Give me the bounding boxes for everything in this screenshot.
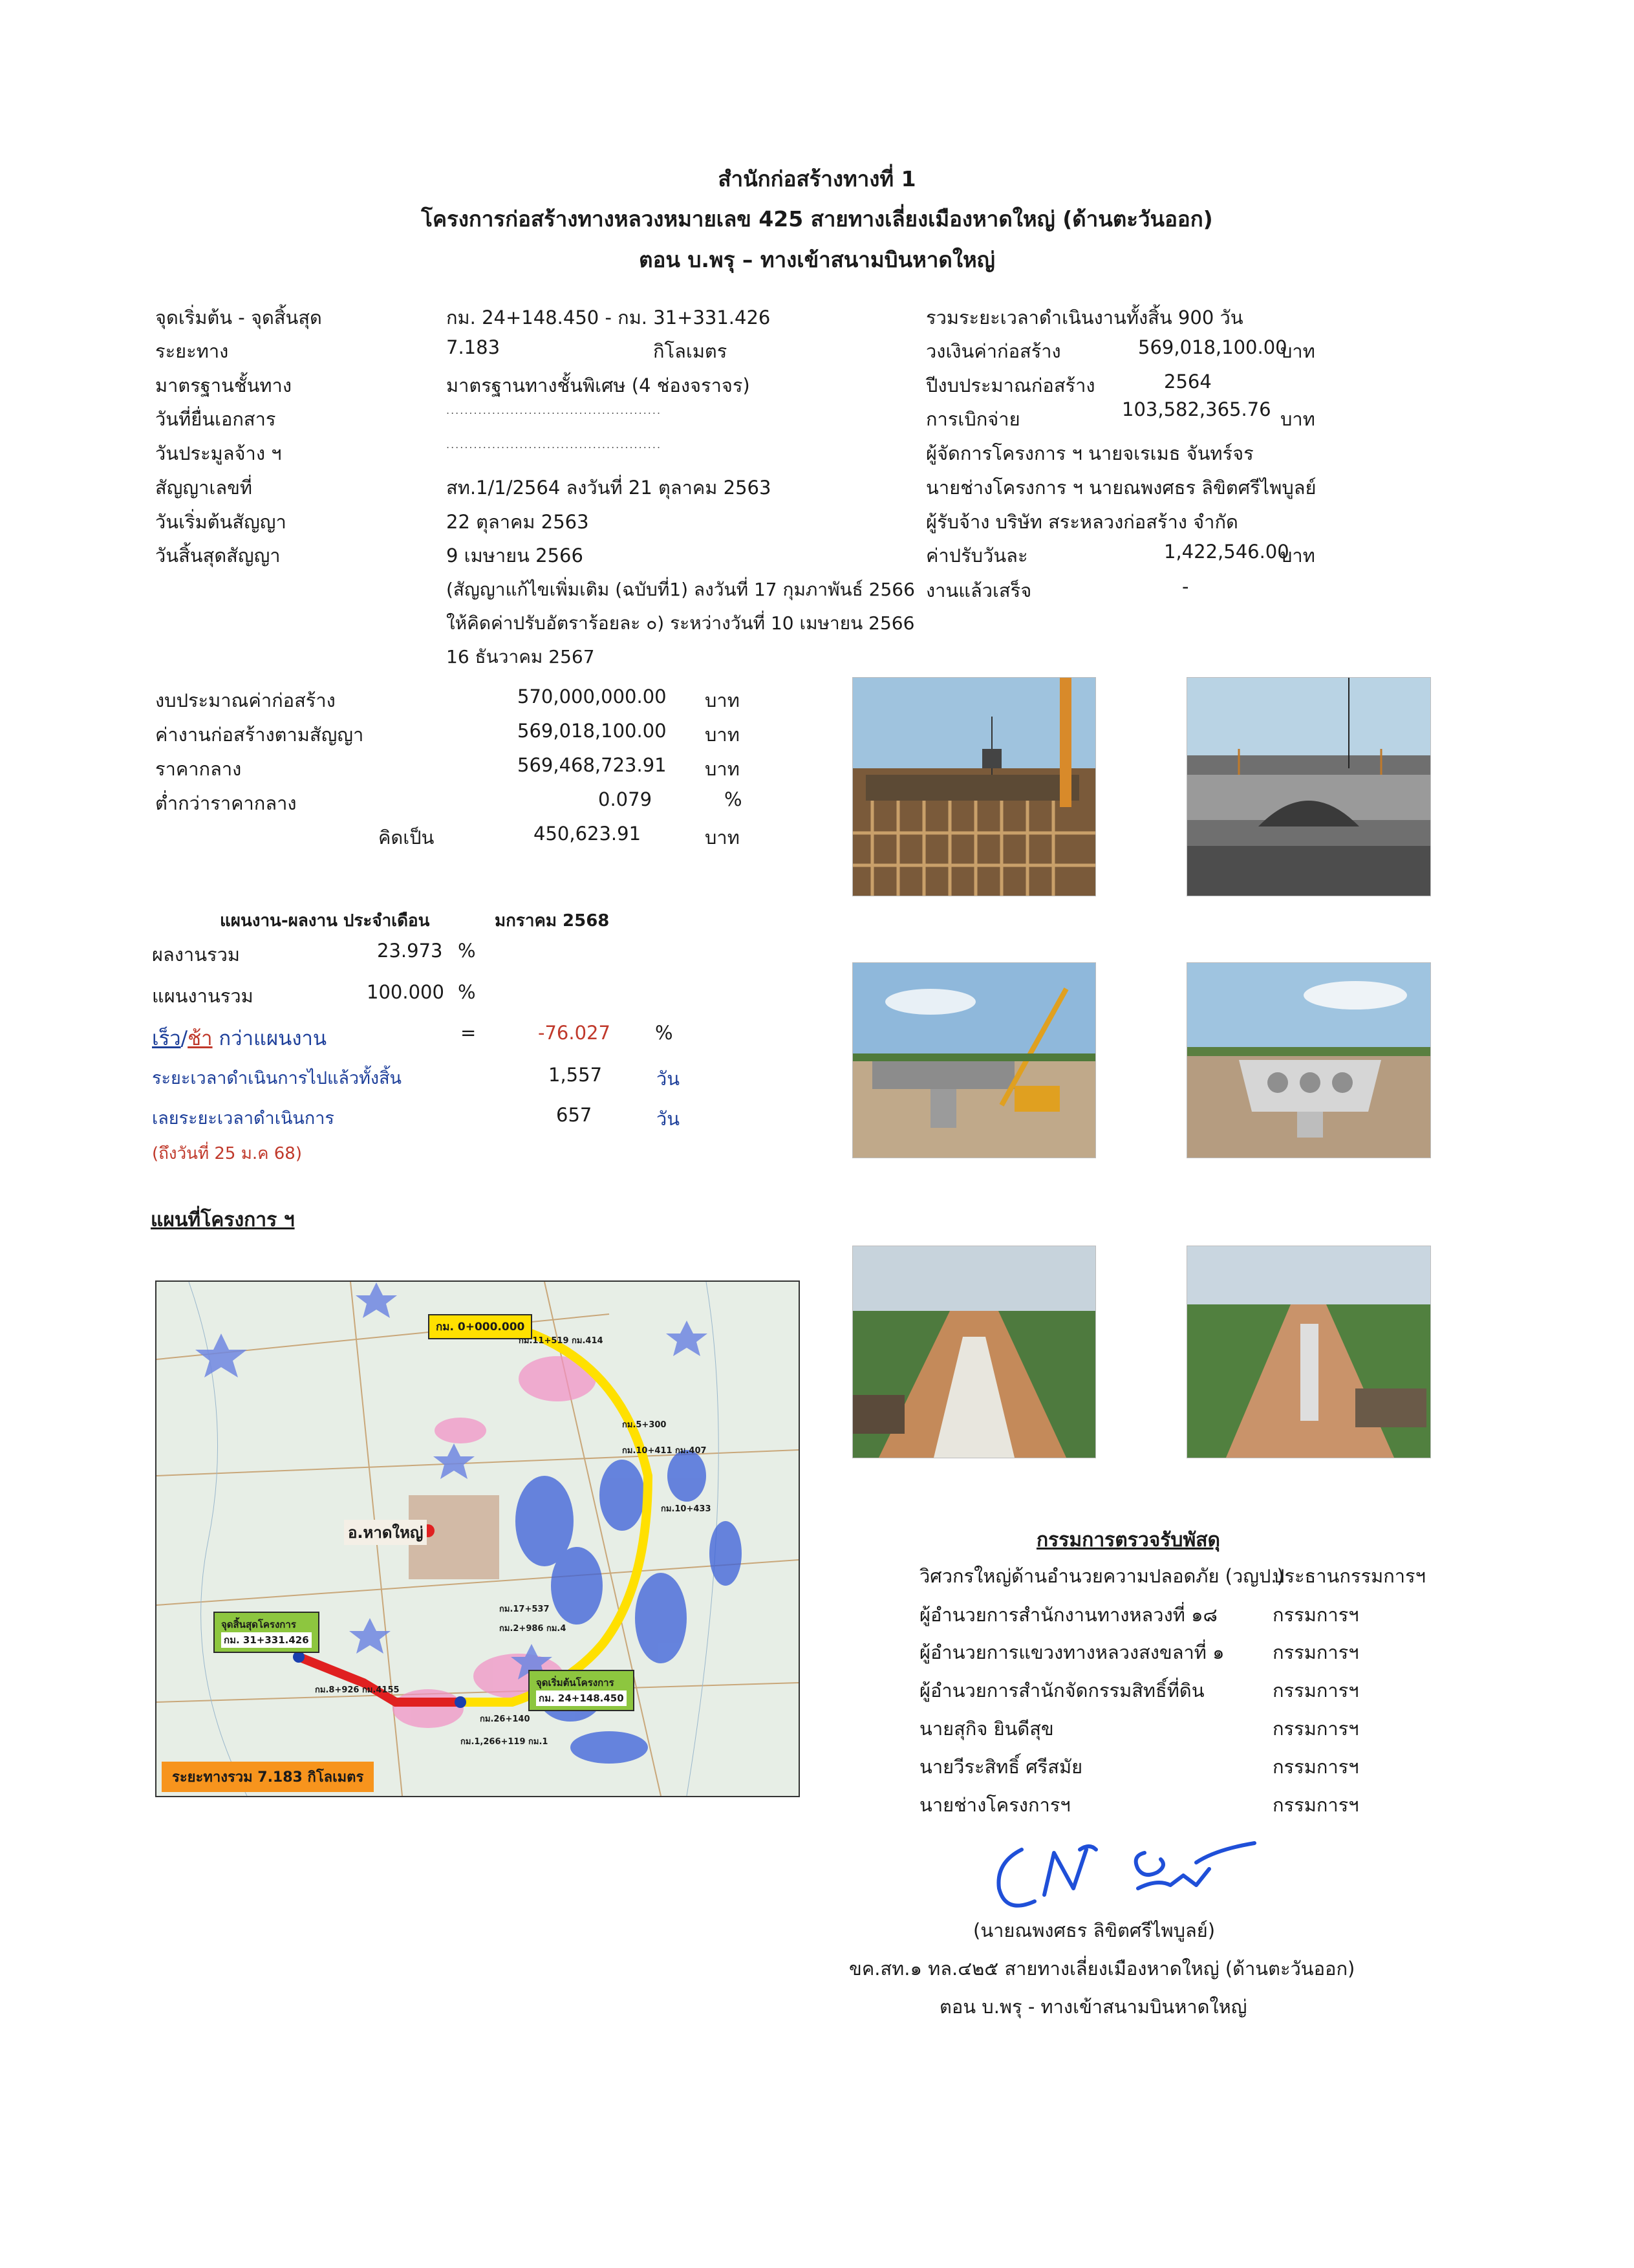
info-label: วันประมูลจ้าง ฯ: [155, 442, 282, 464]
info-value: 9 เมษายน 2566: [446, 545, 583, 567]
map-km-label: กม.17+537: [499, 1604, 550, 1614]
map-km-label: กม.11+519 กม.414: [519, 1336, 603, 1346]
committee-member-name: วิศวกรใหญ่ด้านอำนวยความปลอดภัย (วญป.): [919, 1565, 1284, 1587]
committee-member-name: ผู้อำนวยการสำนักงานทางหลวงที่ ๑๘: [919, 1604, 1218, 1626]
map-start-point-km: กม. 24+148.450: [536, 1690, 627, 1706]
info-label: ปีงบประมาณก่อสร้าง: [926, 374, 1095, 396]
info-unit: บาท: [1280, 545, 1315, 567]
actual-value: 23.973: [377, 940, 443, 962]
progress-heading: แผนงาน-ผลงาน ประจำเดือน: [220, 911, 430, 931]
map-start-point-box: [528, 1670, 634, 1711]
budget-unit: บาท: [705, 826, 740, 848]
committee-member-role: กรรมการฯ: [1273, 1718, 1359, 1740]
map-km-label: กม.10+411 กม.407: [622, 1446, 707, 1456]
committee-member-name: นายสุกิจ ยินดีสุข: [919, 1718, 1054, 1740]
map-canvas: [156, 1282, 799, 1796]
map-km-label: กม.2+986 กม.4: [499, 1624, 566, 1634]
actual-unit: %: [458, 940, 476, 962]
slow-word: ช้า: [188, 1027, 213, 1050]
page-title-office: สำนักก่อสร้างทางที่ 1: [718, 166, 916, 191]
info-label: การเบิกจ่าย: [926, 408, 1020, 430]
info-label: มาตรฐานชั้นทาง: [155, 374, 292, 396]
overrun-unit: วัน: [656, 1108, 680, 1130]
construction-photo-6: [1187, 1246, 1431, 1458]
committee-member-name: ผู้อำนวยการสำนักจัดกรรมสิทธิ์ที่ดิน: [919, 1679, 1205, 1701]
page-title-section: ตอน บ.พรุ – ทางเข้าสนามบินหาดใหญ่: [639, 247, 995, 272]
info-value: -: [1182, 576, 1189, 598]
slash: /: [180, 1027, 188, 1050]
info-label: ค่าปรับวันละ: [926, 545, 1028, 567]
info-label: สัญญาเลขที่: [155, 477, 253, 499]
fast-word: เร็ว: [152, 1027, 181, 1050]
budget-label: คิดเป็น: [378, 826, 435, 848]
budget-label: ค่างานก่อสร้างตามสัญญา: [155, 724, 364, 746]
budget-value: 450,623.91: [533, 823, 641, 845]
map-heading: แผนที่โครงการ ฯ: [151, 1209, 295, 1231]
equals-sign: =: [460, 1022, 477, 1044]
info-value: มาตรฐานทางชั้นพิเศษ (4 ช่องจราจร): [446, 374, 750, 396]
budget-value: 570,000,000.00: [517, 686, 667, 707]
budget-value: 569,018,100.00: [517, 720, 667, 742]
committee-member-role: กรรมการฯ: [1273, 1604, 1359, 1626]
budget-value: 569,468,723.91: [517, 754, 667, 776]
info-label: วงเงินค่าก่อสร้าง: [926, 340, 1061, 362]
construction-photo-2: [1187, 677, 1431, 896]
map-km-label: กม.5+300: [622, 1420, 667, 1430]
budget-unit: บาท: [705, 758, 740, 780]
construction-photo-4: [1187, 962, 1431, 1158]
map-km0-label: กม. 0+000.000: [428, 1314, 532, 1339]
info-label: ผู้จัดการโครงการ ฯ นายจเรเมธ จันทร์จร: [926, 442, 1254, 464]
info-value: 2564: [1164, 371, 1212, 393]
info-unit: บาท: [1280, 408, 1315, 430]
elapsed-unit: วัน: [656, 1068, 680, 1090]
info-value: 1,422,546.00: [1164, 541, 1289, 563]
map-km-label: กม.1,266+119 กม.1: [460, 1737, 548, 1747]
signer-position: ขค.สท.๑ ทล.๔๒๕ สายทางเลี่ยงเมืองหาดใหญ่ (ด้านตะวันออก): [849, 1958, 1355, 1980]
overrun-label: เลยระยะเวลาดำเนินการ: [152, 1108, 334, 1129]
info-label: วันสิ้นสุดสัญญา: [155, 545, 281, 567]
info-value: 569,018,100.00: [1138, 336, 1287, 358]
elapsed-label: ระยะเวลาดำเนินการไปแล้วทั้งสิ้น: [152, 1068, 402, 1088]
signer-name: (นายณพงศธร ลิขิตศรีไพบูลย์): [973, 1919, 1216, 1941]
budget-label: ต่ำกว่าราคากลาง: [155, 792, 297, 814]
info-value: สท.1/1/2564 ลงวันที่ 21 ตุลาคม 2563: [446, 477, 771, 499]
info-label: รวมระยะเวลาดำเนินงานทั้งสิ้น 900 วัน: [926, 307, 1243, 329]
info-value: 103,582,365.76: [1122, 398, 1271, 420]
map-total-distance: ระยะทางรวม 7.183 กิโลเมตร: [162, 1762, 374, 1792]
committee-member-name: นายวีระสิทธิ์ ศรีสมัย: [919, 1756, 1083, 1778]
plan-unit: %: [458, 981, 476, 1003]
construction-photo-3: [852, 962, 1096, 1158]
contract-note: ให้คิดค่าปรับอัตราร้อยละ ๐) ระหว่างวันที่ 10 เมษายน 2566: [446, 612, 915, 634]
committee-member-role: กรรมการฯ: [1273, 1794, 1359, 1816]
info-value: ...............................................: [446, 404, 662, 416]
map-city-label: อ.หาดใหญ่: [344, 1520, 427, 1545]
map-km-label: กม.8+926 กม.4155: [315, 1685, 400, 1695]
info-unit: กิโลเมตร: [653, 340, 727, 362]
budget-label: งบประมาณค่าก่อสร้าง: [155, 689, 336, 711]
contract-note: (สัญญาแก้ไขเพิ่มเติม (ฉบับที่1) ลงวันที่ 17 กุมภาพันธ์ 2566: [446, 579, 915, 600]
committee-member-name: ผู้อำนวยการแขวงทางหลวงสงขลาที่ ๑: [919, 1641, 1225, 1663]
plan-value: 100.000: [367, 981, 444, 1003]
signer-section: ตอน บ.พรุ - ทางเข้าสนามบินหาดใหญ่: [940, 1996, 1247, 2018]
page-title-project: โครงการก่อสร้างทางหลวงหมายเลข 425 สายทางเลี่ยงเมืองหาดใหญ่ (ด้านตะวันออก): [421, 206, 1213, 232]
as-of-date: (ถึงวันที่ 25 ม.ค 68): [152, 1144, 302, 1163]
vs-plan: กว่าแผนงาน: [212, 1027, 327, 1050]
committee-member-name: นายช่างโครงการฯ: [919, 1794, 1071, 1816]
budget-unit: %: [724, 788, 742, 810]
committee-member-role: กรรมการฯ: [1273, 1756, 1359, 1778]
committee-heading: กรรมการตรวจรับพัสดุ: [1037, 1529, 1221, 1551]
info-label: นายช่างโครงการ ฯ นายณพงศธร ลิขิตศรีไพบูลย์: [926, 477, 1317, 499]
info-value: 7.183: [446, 336, 500, 358]
budget-value: 0.079: [598, 788, 652, 810]
budget-unit: บาท: [705, 724, 740, 746]
info-unit: บาท: [1280, 340, 1315, 362]
construction-photo-5: [852, 1246, 1096, 1458]
info-value: ...............................................: [446, 438, 662, 451]
diff-value: -76.027: [538, 1022, 610, 1044]
progress-month: มกราคม 2568: [495, 911, 610, 931]
plan-label: แผนงานรวม: [152, 985, 253, 1007]
info-label: ระยะทาง: [155, 340, 229, 362]
map-end-point-km: กม. 31+331.426: [221, 1632, 312, 1648]
fast-slow-label: [152, 1022, 327, 1054]
map-km-label: กม.10+433: [661, 1504, 711, 1514]
overrun-value: 657: [556, 1104, 592, 1126]
map-end-point-box: [213, 1612, 319, 1653]
info-label: วันเริ่มต้นสัญญา: [155, 511, 286, 533]
map-km-label: กม.26+140: [480, 1714, 530, 1724]
info-label: ผู้รับจ้าง บริษัท สระหลวงก่อสร้าง จำกัด: [926, 511, 1238, 533]
info-label: งานแล้วเสร็จ: [926, 579, 1032, 601]
actual-label: ผลงานรวม: [152, 944, 241, 966]
construction-photo-1: [852, 677, 1096, 896]
info-label: จุดเริ่มต้น - จุดสิ้นสุด: [155, 307, 322, 329]
map-end-point-title: จุดสิ้นสุดโครงการ: [221, 1619, 296, 1630]
map-start-point-title: จุดเริ่มต้นโครงการ: [536, 1677, 614, 1689]
budget-unit: บาท: [705, 689, 740, 711]
committee-member-role: กรรมการฯ: [1273, 1679, 1359, 1701]
info-value: 22 ตุลาคม 2563: [446, 511, 589, 533]
info-label: วันที่ยื่นเอกสาร: [155, 408, 276, 430]
contract-note: 16 ธันวาคม 2567: [446, 646, 595, 667]
committee-member-role: ประธานกรรมการฯ: [1273, 1565, 1426, 1587]
elapsed-value: 1,557: [548, 1064, 603, 1086]
budget-label: ราคากลาง: [155, 758, 242, 780]
diff-unit: %: [655, 1022, 673, 1044]
project-map: [155, 1280, 800, 1797]
committee-member-role: กรรมการฯ: [1273, 1641, 1359, 1663]
handwritten-signature: [983, 1824, 1274, 1921]
info-value: กม. 24+148.450 - กม. 31+331.426: [446, 307, 771, 329]
